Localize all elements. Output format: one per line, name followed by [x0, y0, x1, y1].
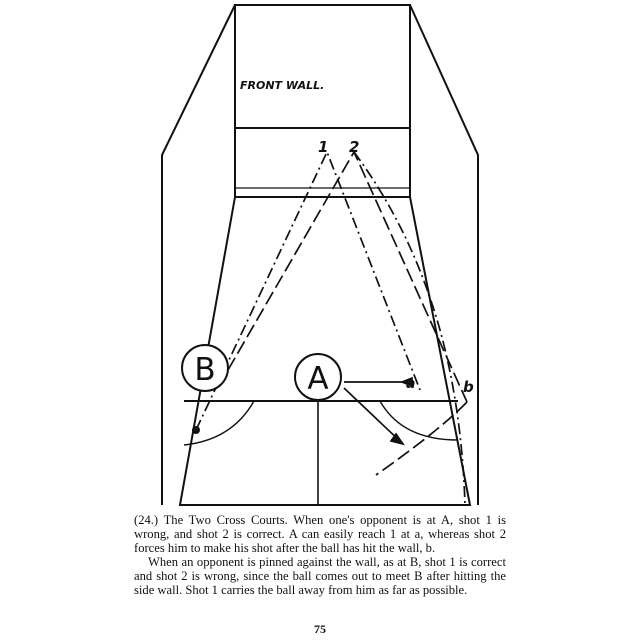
a-arrow-to-point-b	[391, 434, 403, 444]
figure-caption	[134, 513, 506, 597]
curved-shot-path	[354, 152, 465, 505]
point-b-label: b	[463, 378, 474, 396]
point-a-label: a	[406, 376, 416, 392]
front-wall	[235, 5, 410, 197]
ball-dot	[192, 426, 200, 434]
right-side-wall	[410, 5, 478, 505]
shot-2-label: 2	[349, 138, 360, 156]
caption-paragraph-1: (24.) The Two Cross Courts. When one's opponent is at A, shot 1 is wrong, and shot 2 is correct. A can easily reach 1 at a, whereas shot 2 forces him to make his shot after the ball has hit the wall, b.	[134, 513, 506, 555]
front-wall-label: FRONT WALL.	[240, 79, 325, 92]
shot-1-label: 1	[318, 138, 329, 156]
caption-paragraph-2: When an opponent is pinned against the wall, as at B, shot 1 is correct and shot 2 is wrong, since the ball comes out to meet B after hitting the side wall. Shot 1 carries the ball away from him as far as possible.	[134, 555, 506, 597]
court-floor	[180, 197, 470, 505]
shot-2-rebound	[376, 402, 467, 475]
player-a-label: A	[307, 361, 329, 397]
page-number: 75	[314, 622, 326, 636]
player-b-label: B	[194, 352, 216, 388]
shot-2-path	[228, 152, 467, 402]
